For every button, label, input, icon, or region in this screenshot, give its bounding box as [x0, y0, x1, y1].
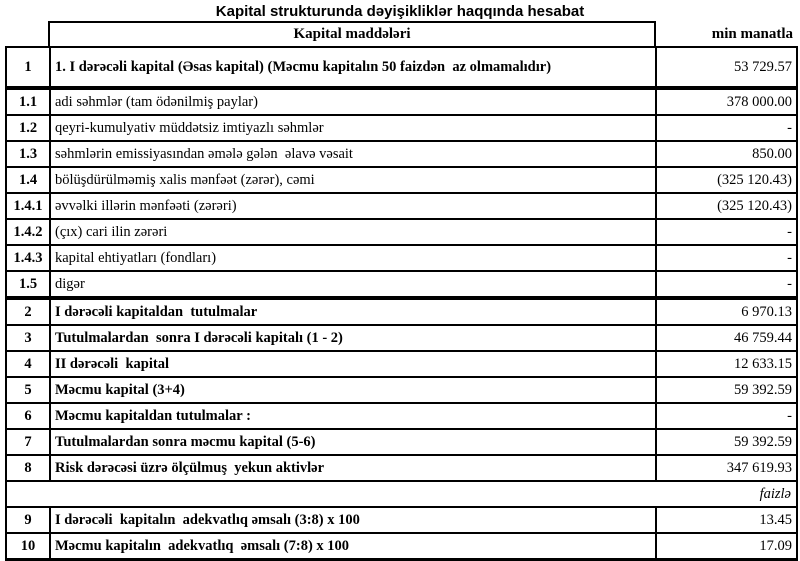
table-row: [6, 219, 797, 245]
row-number: 1.4.2: [6, 219, 50, 245]
row-number: 1.5: [6, 271, 50, 298]
row-number: 3: [6, 325, 50, 351]
row-value: 347 619.93: [656, 455, 797, 481]
row-label: Tutulmalardan sonra I dərəcəli kapitalı (1 - 2): [50, 325, 656, 351]
row-label: səhmlərin emissiyasından əmələ gələn əlavə vəsait: [50, 141, 656, 167]
row-label: adi səhmlər (tam ödənilmiş paylar): [50, 88, 656, 115]
row-label: qeyri-kumulyativ müddətsiz imtiyazlı səhmlər: [50, 115, 656, 141]
row-value: 59 392.59: [656, 377, 797, 403]
row-number: 10: [6, 533, 50, 560]
table-row: [6, 403, 797, 429]
table-row: [6, 325, 797, 351]
row-label: Məcmu kapital (3+4): [50, 377, 656, 403]
row-label: Tutulmalardan sonra məcmu kapital (5-6): [50, 429, 656, 455]
percent-unit-label: faizlə: [6, 481, 797, 507]
table-header: [5, 21, 796, 46]
row-label: bölüşdürülməmiş xalis mənfəət (zərər), cəmi: [50, 167, 656, 193]
row-number: 1.3: [6, 141, 50, 167]
row-number: 6: [6, 403, 50, 429]
row-value: -: [656, 403, 797, 429]
row-label: I dərəcəli kapitalın adekvatlıq əmsalı (3:8) x 100: [50, 507, 656, 533]
table-row: [6, 429, 797, 455]
row-number: 5: [6, 377, 50, 403]
row-number: 1.4.1: [6, 193, 50, 219]
table-row: [6, 455, 797, 481]
page-title: Kapital strukturunda dəyişikliklər haqqında hesabat: [215, 3, 585, 20]
row-value: 12 633.15: [656, 351, 797, 377]
row-label: Məcmu kapitaldan tutulmalar :: [50, 403, 656, 429]
table-row: [6, 47, 797, 88]
row-value: 13.45: [656, 507, 797, 533]
row-label: II dərəcəli kapital: [50, 351, 656, 377]
capital-structure-table: [5, 46, 798, 561]
table-row: [6, 245, 797, 271]
table-row: [6, 377, 797, 403]
table-row: [6, 351, 797, 377]
header-items-label: Kapital maddələri: [49, 22, 655, 46]
row-label: kapital ehtiyatları (fondları): [50, 245, 656, 271]
row-number: 2: [6, 298, 50, 325]
percent-unit-row: [6, 481, 797, 507]
table-row: [6, 115, 797, 141]
row-label: Məcmu kapitalın adekvatlıq əmsalı (7:8) x 100: [50, 533, 656, 560]
row-label: 1. I dərəcəli kapital (Əsas kapital) (Məcmu kapitalın 50 faizdən az olmamalıdır): [50, 47, 656, 88]
row-value: 850.00: [656, 141, 797, 167]
row-label: I dərəcəli kapitaldan tutulmalar: [50, 298, 656, 325]
row-value: -: [656, 219, 797, 245]
row-number: 1.2: [6, 115, 50, 141]
table-row: [6, 507, 797, 533]
row-number: 1: [6, 47, 50, 88]
row-label: (çıx) cari ilin zərəri: [50, 219, 656, 245]
row-number: 1.4: [6, 167, 50, 193]
table-row: [6, 271, 797, 298]
row-value: 46 759.44: [656, 325, 797, 351]
row-value: 53 729.57: [656, 47, 797, 88]
row-value: 59 392.59: [656, 429, 797, 455]
row-number: 1.1: [6, 88, 50, 115]
row-number: 9: [6, 507, 50, 533]
row-value: 17.09: [656, 533, 797, 560]
row-value: 378 000.00: [656, 88, 797, 115]
row-number: 8: [6, 455, 50, 481]
row-number: 1.4.3: [6, 245, 50, 271]
row-value: -: [656, 245, 797, 271]
row-label: digər: [50, 271, 656, 298]
table-row: [6, 298, 797, 325]
row-label: Risk dərəcəsi üzrə ölçülmuş yekun aktivlər: [50, 455, 656, 481]
row-value: (325 120.43): [656, 167, 797, 193]
table-row: [6, 88, 797, 115]
header-row: [5, 22, 796, 46]
row-value: (325 120.43): [656, 193, 797, 219]
row-number: 4: [6, 351, 50, 377]
row-number: 7: [6, 429, 50, 455]
table-row: [6, 193, 797, 219]
row-value: -: [656, 271, 797, 298]
table-row: [6, 141, 797, 167]
row-value: -: [656, 115, 797, 141]
row-value: 6 970.13: [656, 298, 797, 325]
header-num-spacer: [5, 22, 49, 46]
header-unit-label: min manatla: [711, 25, 793, 42]
table-row: [6, 533, 797, 560]
row-label: əvvəlki illərin mənfəəti (zərəri): [50, 193, 656, 219]
table-row: [6, 167, 797, 193]
